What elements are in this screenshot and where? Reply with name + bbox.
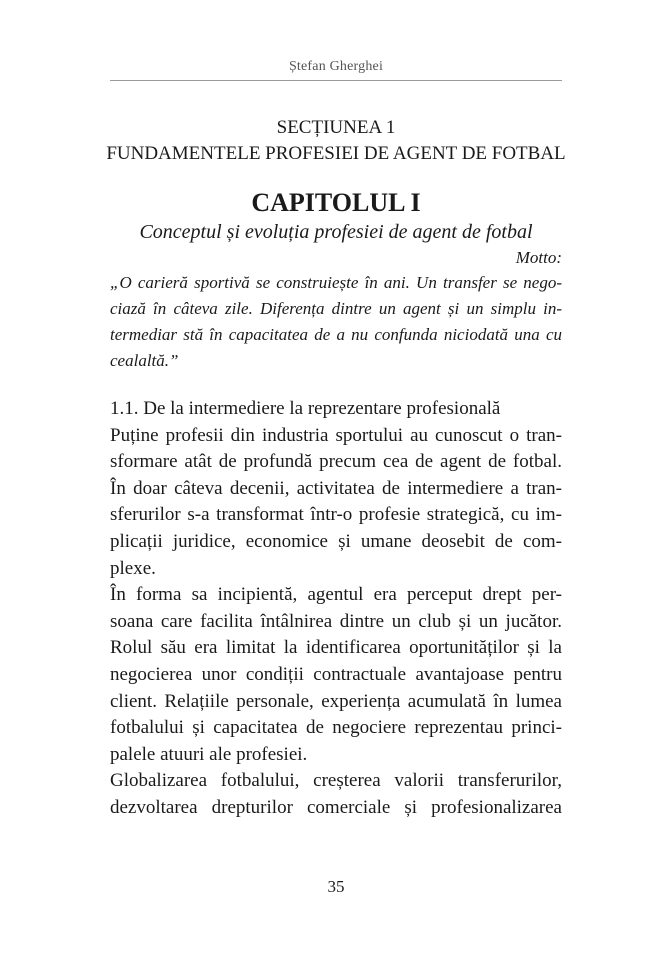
body-line: client. Relațiile personale, experiența acumulată în lumea <box>110 690 562 712</box>
motto-quote <box>110 270 562 374</box>
motto-line: cealaltă.” <box>110 351 179 370</box>
chapter-title: CAPITOLUL I <box>251 188 421 217</box>
header-divider <box>110 80 562 81</box>
body-line: negocierea unor condiții contractuale avantajoase pentru <box>110 663 562 685</box>
chapter-subtitle: Conceptul și evoluția profesiei de agent de fotbal <box>139 221 533 243</box>
body-line: Globalizarea fotbalului, creșterea valorii transferurilor, <box>110 770 562 792</box>
running-header-author: Ștefan Gherghei <box>288 59 384 74</box>
body-line: sformare atât de profundă precum cea de agent de fotbal. <box>110 451 562 473</box>
motto-line: termediar stă în capacitatea de a nu confunda niciodată una cu <box>110 325 562 344</box>
section-number: SECȚIUNEA 1 <box>276 117 396 138</box>
body-line: soana care facilita întâlnirea dintre un club și un jucător. <box>110 610 562 632</box>
body-line: plexe. <box>110 557 156 579</box>
body-line: sferurilor s-a transformat într-o profesie strategică, cu im- <box>110 504 562 526</box>
body-text <box>110 396 562 822</box>
motto-line: „O carieră sportivă se construiește în ani. Un transfer se nego- <box>110 273 562 292</box>
section-name: FUNDAMENTELE PROFESIEI DE AGENT DE FOTBAL <box>106 143 566 164</box>
motto-label: Motto: <box>515 248 562 267</box>
section-heading <box>80 115 592 167</box>
body-line: În doar câteva decenii, activitatea de intermediere a tran- <box>110 477 562 499</box>
body-line: Rolul său era limitat la identificarea oportunităților și la <box>110 637 562 659</box>
body-line: palele atuuri ale profesiei. <box>110 743 308 765</box>
body-line: fotbalului și capacitatea de negociere reprezentau princi- <box>110 717 562 739</box>
motto-line: ciază în câteva zile. Diferența dintre un agent și un simplu in- <box>110 299 562 318</box>
body-line: plicații juridice, economice și umane deosebit de com- <box>110 530 562 552</box>
body-line: Puține profesii din industria sportului au cunoscut o tran- <box>110 424 562 446</box>
subsection-heading: 1.1. De la intermediere la reprezentare profesională <box>110 398 501 419</box>
page-number: 35 <box>327 877 345 896</box>
body-line: dezvoltarea drepturilor comerciale și profesionalizarea <box>110 796 562 818</box>
body-line: În forma sa incipientă, agentul era perceput drept per- <box>110 584 562 606</box>
